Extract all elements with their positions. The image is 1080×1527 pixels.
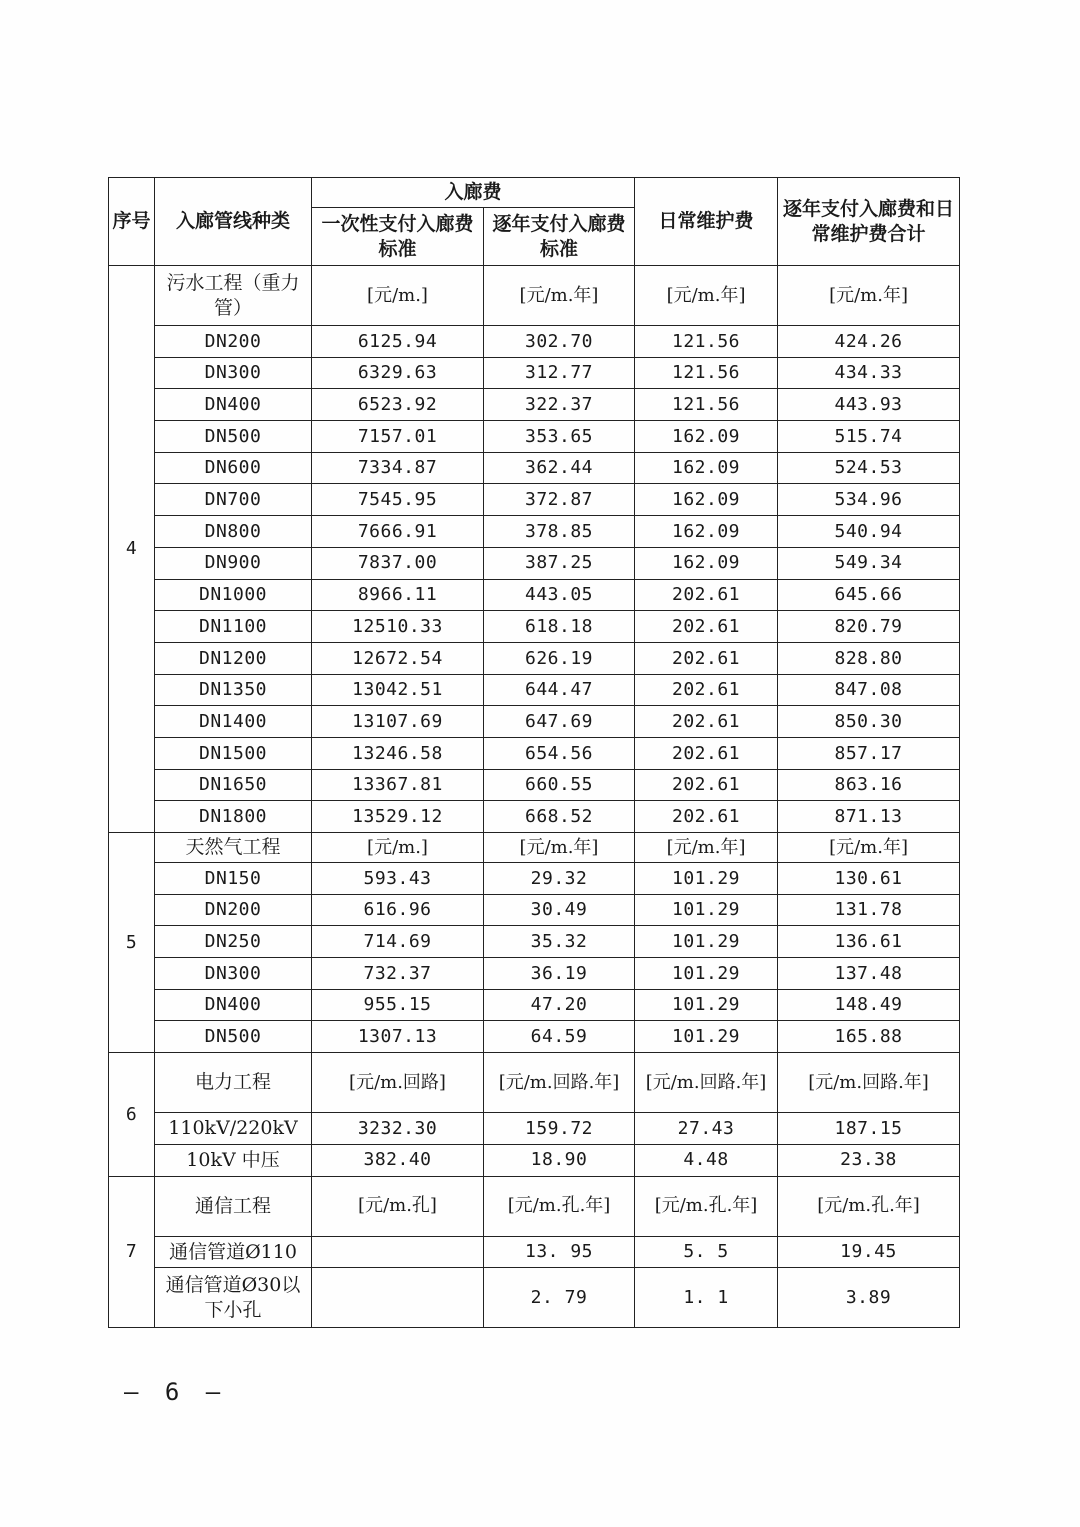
value-cell: 524.53 — [778, 452, 960, 484]
value-cell: 13246.58 — [312, 737, 484, 769]
row-label: DN300 — [155, 357, 312, 389]
value-cell: 29.32 — [484, 863, 635, 895]
row-label: DN1500 — [155, 737, 312, 769]
value-cell — [312, 1236, 484, 1268]
section-seq: 6 — [109, 1053, 155, 1176]
value-cell: 322.37 — [484, 389, 635, 421]
unit-cell: [元/m.] — [312, 266, 484, 326]
value-cell: 13. 95 — [484, 1236, 635, 1268]
value-cell: 732.37 — [312, 958, 484, 990]
table-row — [109, 894, 960, 926]
row-label: DN1800 — [155, 801, 312, 833]
pipeline-fee-table — [108, 177, 960, 1328]
value-cell: 202.61 — [635, 674, 778, 706]
value-cell: 148.49 — [778, 989, 960, 1021]
value-cell: 6523.92 — [312, 389, 484, 421]
value-cell: 13042.51 — [312, 674, 484, 706]
unit-cell: [元/m.年] — [635, 833, 778, 863]
value-cell: 515.74 — [778, 421, 960, 453]
header-total: 逐年支付入廊费和日常维护费合计 — [778, 178, 960, 266]
row-label: 通信管道Ø110 — [155, 1236, 312, 1268]
value-cell: 3.89 — [778, 1268, 960, 1328]
value-cell: 121.56 — [635, 389, 778, 421]
value-cell: 187.15 — [778, 1113, 960, 1145]
value-cell: 101.29 — [635, 863, 778, 895]
header-seq: 序号 — [109, 178, 155, 266]
table-row — [109, 769, 960, 801]
value-cell: 647.69 — [484, 706, 635, 738]
value-cell: 121.56 — [635, 326, 778, 358]
value-cell: 202.61 — [635, 642, 778, 674]
value-cell: 871.13 — [778, 801, 960, 833]
header-maintenance: 日常维护费 — [635, 178, 778, 266]
unit-cell: [元/m.回路.年] — [778, 1053, 960, 1113]
table-row — [109, 579, 960, 611]
unit-cell: [元/m.孔.年] — [778, 1176, 960, 1236]
value-cell: 165.88 — [778, 1021, 960, 1053]
value-cell: 121.56 — [635, 357, 778, 389]
unit-cell: [元/m.回路.年] — [635, 1053, 778, 1113]
unit-cell: [元/m.年] — [484, 266, 635, 326]
value-cell: 202.61 — [635, 737, 778, 769]
row-label: DN1650 — [155, 769, 312, 801]
row-label: DN900 — [155, 547, 312, 579]
value-cell: 202.61 — [635, 579, 778, 611]
row-label: DN700 — [155, 484, 312, 516]
value-cell: 434.33 — [778, 357, 960, 389]
value-cell: 312.77 — [484, 357, 635, 389]
value-cell: 162.09 — [635, 421, 778, 453]
value-cell: 3232.30 — [312, 1113, 484, 1145]
row-label: DN500 — [155, 1021, 312, 1053]
table-row — [109, 484, 960, 516]
value-cell: 2. 79 — [484, 1268, 635, 1328]
value-cell: 540.94 — [778, 516, 960, 548]
section-name: 通信工程 — [155, 1176, 312, 1236]
table-row — [109, 516, 960, 548]
value-cell: 378.85 — [484, 516, 635, 548]
section-heading-row — [109, 1176, 960, 1236]
table-row — [109, 674, 960, 706]
unit-cell: [元/m.年] — [484, 833, 635, 863]
row-label: DN600 — [155, 452, 312, 484]
section-name: 污水工程（重力管） — [155, 266, 312, 326]
section-name: 电力工程 — [155, 1053, 312, 1113]
value-cell: 13529.12 — [312, 801, 484, 833]
value-cell: 130.61 — [778, 863, 960, 895]
value-cell: 101.29 — [635, 894, 778, 926]
section-heading-row — [109, 1053, 960, 1113]
header-one-time: 一次性支付入廊费标准 — [312, 208, 484, 266]
value-cell: 847.08 — [778, 674, 960, 706]
header-entry-fee: 入廊费 — [312, 178, 635, 208]
value-cell: 1. 1 — [635, 1268, 778, 1328]
value-cell: 162.09 — [635, 516, 778, 548]
value-cell: 162.09 — [635, 452, 778, 484]
table-row — [109, 801, 960, 833]
value-cell: 13367.81 — [312, 769, 484, 801]
value-cell — [312, 1268, 484, 1328]
table-row — [109, 389, 960, 421]
header-type: 入廊管线种类 — [155, 178, 312, 266]
row-label: DN500 — [155, 421, 312, 453]
unit-cell: [元/m.回路.年] — [484, 1053, 635, 1113]
row-label: DN400 — [155, 389, 312, 421]
value-cell: 302.70 — [484, 326, 635, 358]
value-cell: 1307.13 — [312, 1021, 484, 1053]
section-heading-row — [109, 266, 960, 326]
value-cell: 382.40 — [312, 1144, 484, 1176]
value-cell: 955.15 — [312, 989, 484, 1021]
value-cell: 828.80 — [778, 642, 960, 674]
row-label: DN1350 — [155, 674, 312, 706]
table-row — [109, 357, 960, 389]
table-row — [109, 989, 960, 1021]
value-cell: 820.79 — [778, 611, 960, 643]
row-label: DN1400 — [155, 706, 312, 738]
table-row — [109, 737, 960, 769]
value-cell: 372.87 — [484, 484, 635, 516]
unit-cell: [元/m.年] — [778, 266, 960, 326]
value-cell: 19.45 — [778, 1236, 960, 1268]
row-label: DN800 — [155, 516, 312, 548]
value-cell: 549.34 — [778, 547, 960, 579]
value-cell: 136.61 — [778, 926, 960, 958]
value-cell: 47.20 — [484, 989, 635, 1021]
value-cell: 64.59 — [484, 1021, 635, 1053]
unit-cell: [元/m.年] — [635, 266, 778, 326]
section-seq: 7 — [109, 1176, 155, 1328]
table-row — [109, 642, 960, 674]
unit-cell: [元/m.年] — [778, 833, 960, 863]
section-seq: 4 — [109, 266, 155, 833]
table-body — [109, 266, 960, 1328]
section-name: 天然气工程 — [155, 833, 312, 863]
row-label: 通信管道Ø30以下小孔 — [155, 1268, 312, 1328]
value-cell: 850.30 — [778, 706, 960, 738]
value-cell: 7837.00 — [312, 547, 484, 579]
value-cell: 660.55 — [484, 769, 635, 801]
row-label: DN150 — [155, 863, 312, 895]
value-cell: 162.09 — [635, 547, 778, 579]
value-cell: 202.61 — [635, 706, 778, 738]
header-annual: 逐年支付入廊费标准 — [484, 208, 635, 266]
row-label: DN1200 — [155, 642, 312, 674]
value-cell: 4.48 — [635, 1144, 778, 1176]
value-cell: 131.78 — [778, 894, 960, 926]
value-cell: 137.48 — [778, 958, 960, 990]
row-label: DN1000 — [155, 579, 312, 611]
value-cell: 101.29 — [635, 989, 778, 1021]
value-cell: 857.17 — [778, 737, 960, 769]
value-cell: 27.43 — [635, 1113, 778, 1145]
header-row-1 — [109, 178, 960, 208]
unit-cell: [元/m.孔] — [312, 1176, 484, 1236]
value-cell: 202.61 — [635, 801, 778, 833]
value-cell: 443.05 — [484, 579, 635, 611]
value-cell: 645.66 — [778, 579, 960, 611]
row-label: DN300 — [155, 958, 312, 990]
value-cell: 202.61 — [635, 611, 778, 643]
value-cell: 714.69 — [312, 926, 484, 958]
value-cell: 23.38 — [778, 1144, 960, 1176]
section-seq: 5 — [109, 833, 155, 1053]
row-label: DN200 — [155, 894, 312, 926]
value-cell: 534.96 — [778, 484, 960, 516]
value-cell: 12672.54 — [312, 642, 484, 674]
table-row — [109, 706, 960, 738]
value-cell: 202.61 — [635, 769, 778, 801]
value-cell: 101.29 — [635, 926, 778, 958]
row-label: DN200 — [155, 326, 312, 358]
table-row — [109, 1113, 960, 1145]
table-row — [109, 926, 960, 958]
value-cell: 424.26 — [778, 326, 960, 358]
section-heading-row — [109, 833, 960, 863]
unit-cell: [元/m.孔.年] — [635, 1176, 778, 1236]
value-cell: 593.43 — [312, 863, 484, 895]
value-cell: 387.25 — [484, 547, 635, 579]
table-row — [109, 1236, 960, 1268]
unit-cell: [元/m.孔.年] — [484, 1176, 635, 1236]
value-cell: 7157.01 — [312, 421, 484, 453]
unit-cell: [元/m.回路] — [312, 1053, 484, 1113]
value-cell: 30.49 — [484, 894, 635, 926]
value-cell: 654.56 — [484, 737, 635, 769]
value-cell: 18.90 — [484, 1144, 635, 1176]
row-label: 10kV 中压 — [155, 1144, 312, 1176]
row-label: DN400 — [155, 989, 312, 1021]
value-cell: 443.93 — [778, 389, 960, 421]
value-cell: 668.52 — [484, 801, 635, 833]
row-label: 110kV/220kV — [155, 1113, 312, 1145]
value-cell: 36.19 — [484, 958, 635, 990]
value-cell: 626.19 — [484, 642, 635, 674]
table-row — [109, 863, 960, 895]
table-row — [109, 611, 960, 643]
value-cell: 616.96 — [312, 894, 484, 926]
value-cell: 101.29 — [635, 1021, 778, 1053]
value-cell: 353.65 — [484, 421, 635, 453]
value-cell: 101.29 — [635, 958, 778, 990]
value-cell: 618.18 — [484, 611, 635, 643]
table-row — [109, 958, 960, 990]
value-cell: 362.44 — [484, 452, 635, 484]
value-cell: 159.72 — [484, 1113, 635, 1145]
table-row — [109, 547, 960, 579]
value-cell: 6125.94 — [312, 326, 484, 358]
table-row — [109, 326, 960, 358]
row-label: DN1100 — [155, 611, 312, 643]
table-row — [109, 1144, 960, 1176]
table-row — [109, 1268, 960, 1328]
page-number: – 6 – — [124, 1378, 227, 1406]
table-row — [109, 421, 960, 453]
value-cell: 162.09 — [635, 484, 778, 516]
value-cell: 7545.95 — [312, 484, 484, 516]
row-label: DN250 — [155, 926, 312, 958]
value-cell: 863.16 — [778, 769, 960, 801]
value-cell: 35.32 — [484, 926, 635, 958]
value-cell: 6329.63 — [312, 357, 484, 389]
value-cell: 13107.69 — [312, 706, 484, 738]
value-cell: 5. 5 — [635, 1236, 778, 1268]
value-cell: 7334.87 — [312, 452, 484, 484]
value-cell: 7666.91 — [312, 516, 484, 548]
value-cell: 12510.33 — [312, 611, 484, 643]
table-row — [109, 452, 960, 484]
value-cell: 644.47 — [484, 674, 635, 706]
unit-cell: [元/m.] — [312, 833, 484, 863]
value-cell: 8966.11 — [312, 579, 484, 611]
table-row — [109, 1021, 960, 1053]
